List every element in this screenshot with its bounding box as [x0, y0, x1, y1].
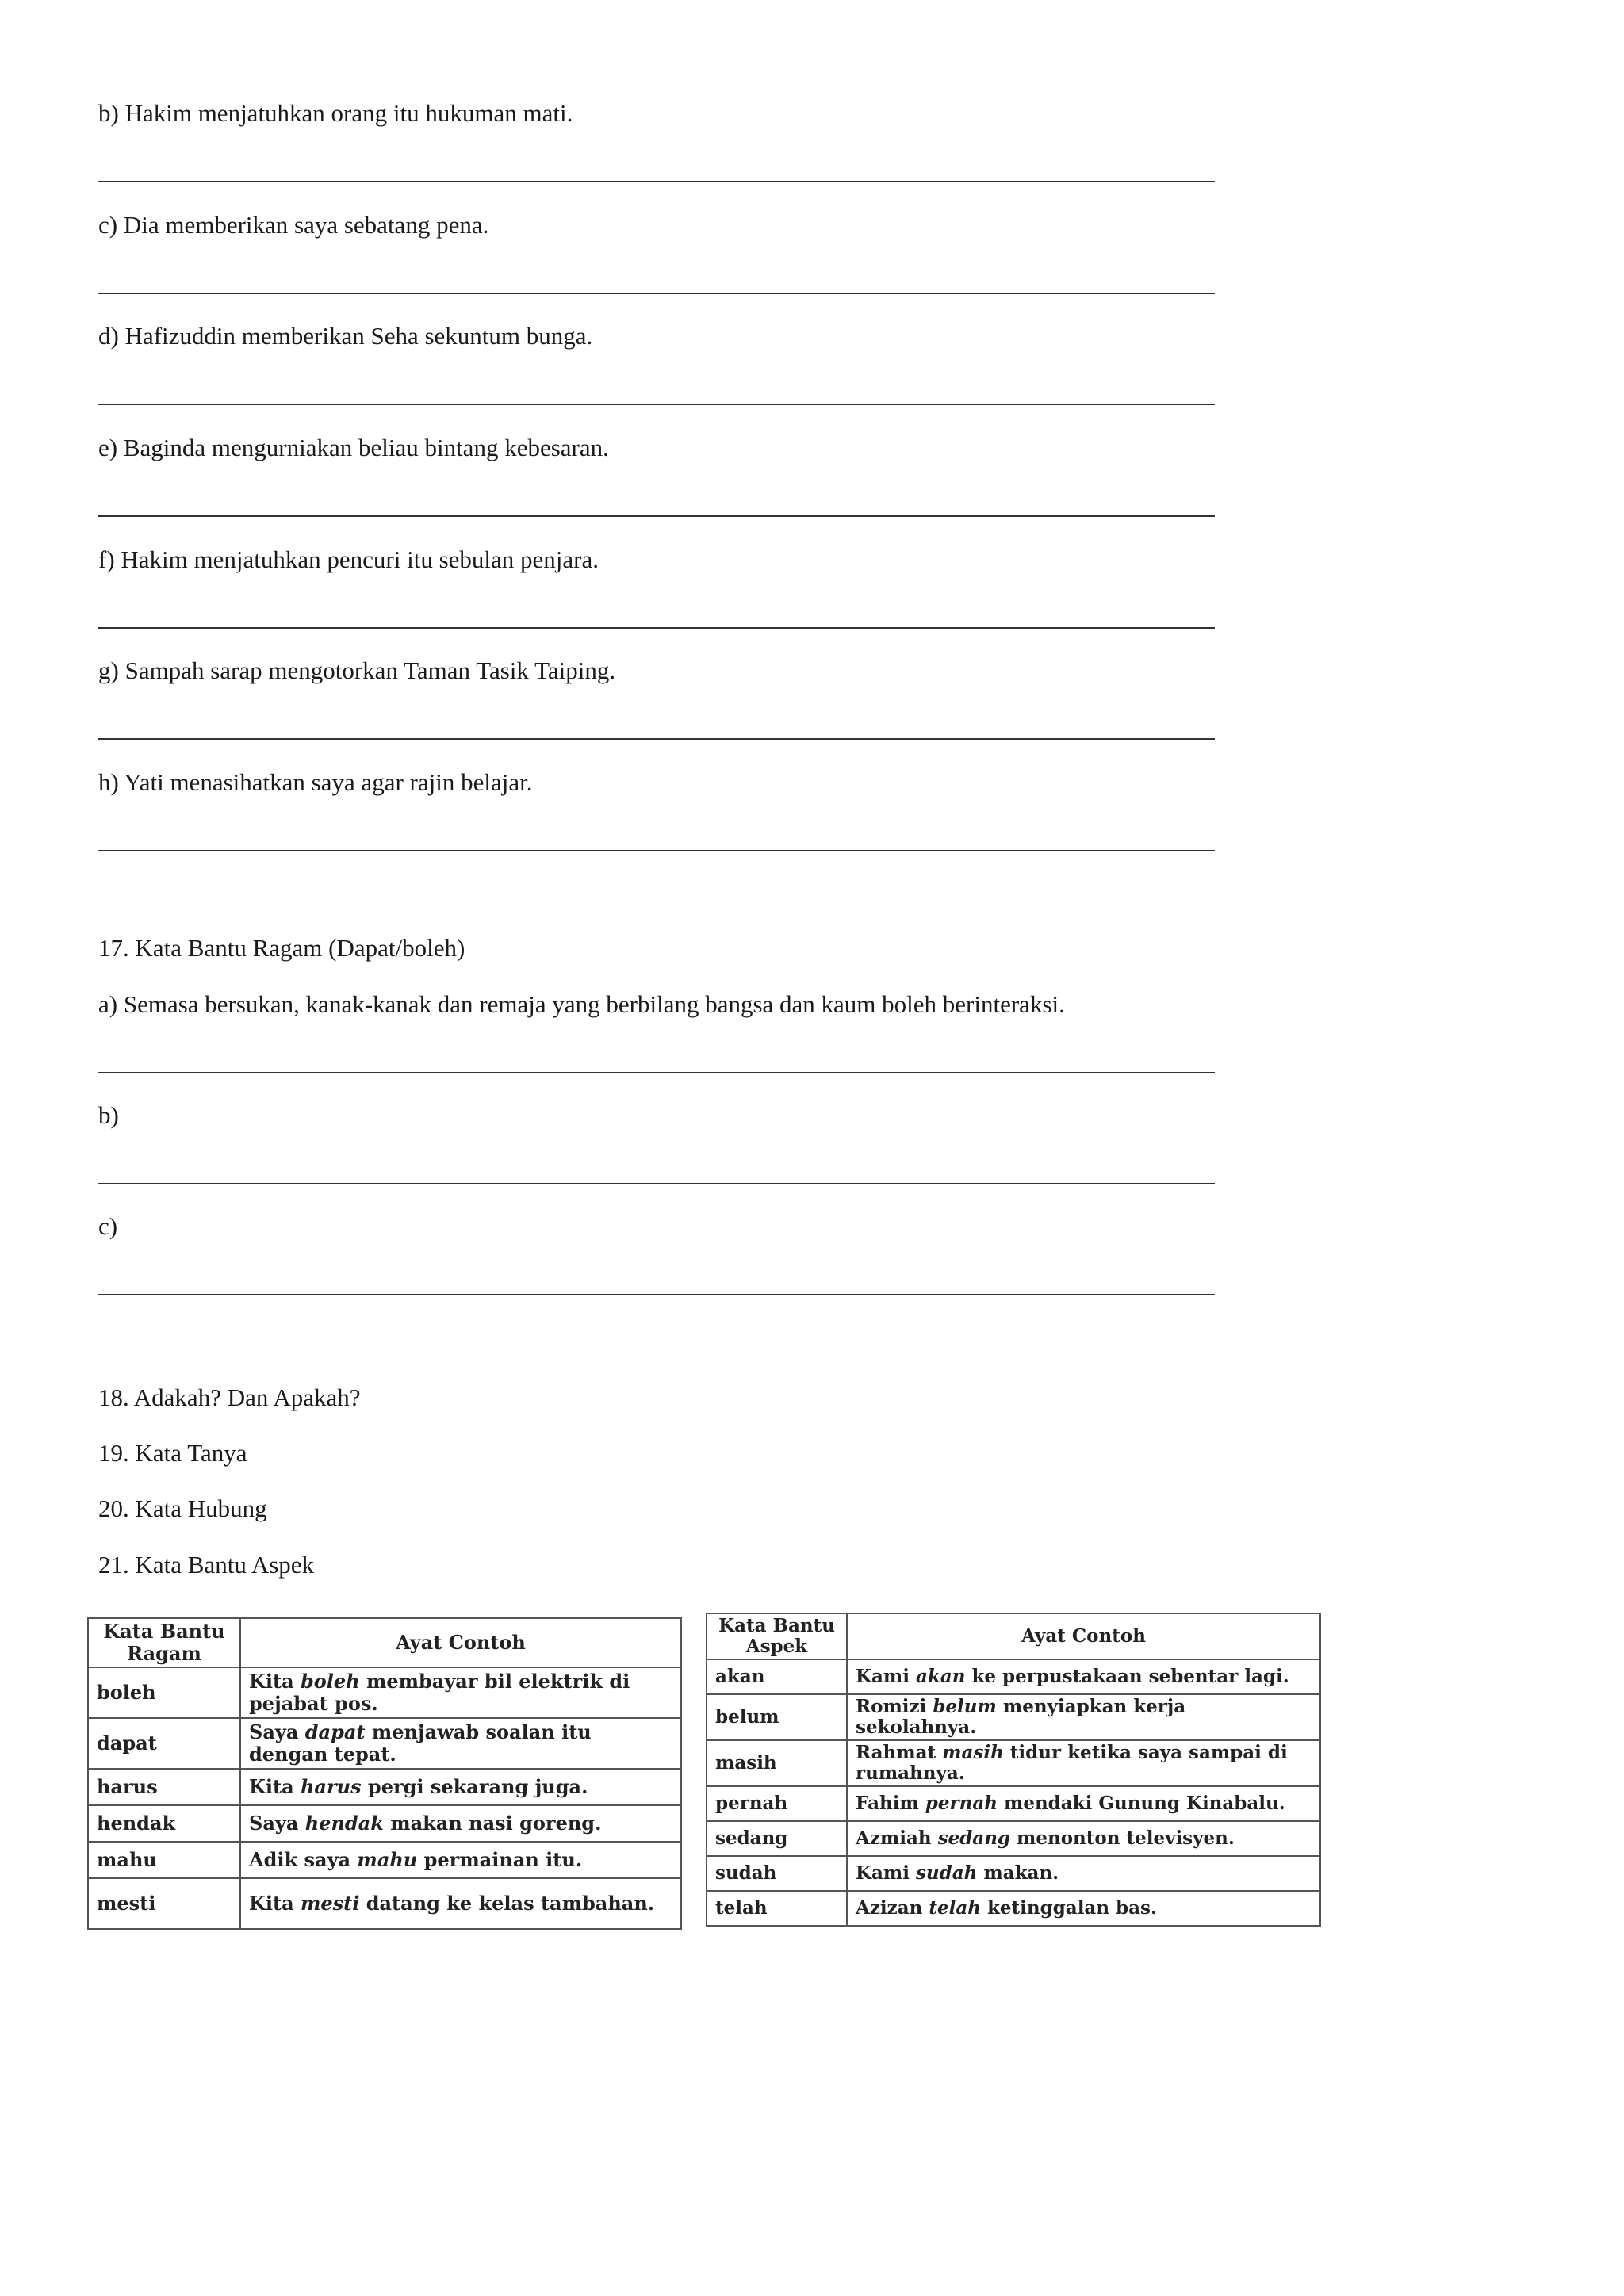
keyword-cell: boleh [88, 1667, 240, 1718]
answer-line-16f[interactable] [98, 627, 1215, 629]
topic-20: 20. Kata Hubung [98, 1494, 267, 1522]
table-row [88, 1718, 681, 1769]
answer-line-16d[interactable] [98, 404, 1215, 405]
keyword-cell: masih [707, 1740, 847, 1786]
answer-line-16g[interactable] [98, 738, 1215, 740]
example-cell: Kami akan ke perpustakaan sebentar lagi. [847, 1659, 1320, 1694]
keyword-cell: hendak [88, 1805, 240, 1842]
exercise-16e: e) Baginda mengurniakan beliau bintang kebesaran. [98, 434, 609, 461]
example-cell: Adik saya mahu permainan itu. [240, 1842, 681, 1878]
keyword-cell: mahu [88, 1842, 240, 1878]
table-header-cell: Kata Bantu Aspek [707, 1613, 847, 1659]
topic-19: 19. Kata Tanya [98, 1439, 247, 1467]
answer-line-16b[interactable] [98, 181, 1215, 182]
example-cell: Kita harus pergi sekarang juga. [240, 1769, 681, 1805]
answer-line-16h[interactable] [98, 850, 1215, 851]
table-row [88, 1805, 681, 1842]
table-row [707, 1659, 1320, 1694]
topic-18: 18. Adakah? Dan Apakah? [98, 1383, 361, 1411]
table-header-cell: Kata Bantu Ragam [88, 1618, 240, 1667]
exercise-17b: b) [98, 1101, 119, 1129]
answer-line-17c[interactable] [98, 1294, 1215, 1295]
kata-bantu-ragam-table [87, 1617, 682, 1930]
section-17-heading: 17. Kata Bantu Ragam (Dapat/boleh) [98, 934, 465, 962]
answer-line-16c[interactable] [98, 293, 1215, 294]
example-cell: Fahim pernah mendaki Gunung Kinabalu. [847, 1786, 1320, 1821]
table-row [707, 1821, 1320, 1856]
answer-line-17a[interactable] [98, 1072, 1215, 1073]
example-cell: Saya hendak makan nasi goreng. [240, 1805, 681, 1842]
exercise-16g: g) Sampah sarap mengotorkan Taman Tasik Taiping. [98, 656, 616, 684]
keyword-cell: sudah [707, 1856, 847, 1891]
example-cell: Kita mesti datang ke kelas tambahan. [240, 1878, 681, 1929]
table-row [707, 1786, 1320, 1821]
example-cell: Kita boleh membayar bil elektrik di pejabat pos. [240, 1667, 681, 1718]
table-row [707, 1740, 1320, 1786]
keyword-cell: akan [707, 1659, 847, 1694]
table-row [88, 1769, 681, 1805]
table-row [88, 1667, 681, 1718]
keyword-cell: mesti [88, 1878, 240, 1929]
exercise-16c: c) Dia memberikan saya sebatang pena. [98, 211, 489, 239]
table-header-row [707, 1613, 1320, 1659]
table-header-cell: Ayat Contoh [240, 1618, 681, 1667]
exercise-17c: c) [98, 1212, 118, 1240]
keyword-cell: pernah [707, 1786, 847, 1821]
exercise-16b: b) Hakim menjatuhkan orang itu hukuman mati. [98, 99, 573, 127]
answer-line-16e[interactable] [98, 515, 1215, 517]
table-row [88, 1842, 681, 1878]
table-header-row [88, 1618, 681, 1667]
table-row [88, 1878, 681, 1929]
example-cell: Saya dapat menjawab soalan itu dengan tepat. [240, 1718, 681, 1769]
keyword-cell: telah [707, 1891, 847, 1926]
example-cell: Rahmat masih tidur ketika saya sampai di rumahnya. [847, 1740, 1320, 1786]
example-cell: Azizan telah ketinggalan bas. [847, 1891, 1320, 1926]
example-cell: Azmiah sedang menonton televisyen. [847, 1821, 1320, 1856]
exercise-16f: f) Hakim menjatuhkan pencuri itu sebulan penjara. [98, 545, 599, 573]
exercise-16h: h) Yati menasihatkan saya agar rajin belajar. [98, 768, 533, 796]
exercise-17a: a) Semasa bersukan, kanak-kanak dan remaja yang berbilang bangsa dan kaum boleh berinteraksi. [98, 990, 1065, 1018]
table-row [707, 1694, 1320, 1740]
answer-line-17b[interactable] [98, 1183, 1215, 1184]
table-header-cell: Ayat Contoh [847, 1613, 1320, 1659]
example-cell: Kami sudah makan. [847, 1856, 1320, 1891]
keyword-cell: belum [707, 1694, 847, 1740]
example-cell: Romizi belum menyiapkan kerja sekolahnya. [847, 1694, 1320, 1740]
keyword-cell: sedang [707, 1821, 847, 1856]
exercise-16d: d) Hafizuddin memberikan Seha sekuntum bunga. [98, 322, 593, 350]
table-row [707, 1891, 1320, 1926]
table-row [707, 1856, 1320, 1891]
keyword-cell: dapat [88, 1718, 240, 1769]
kata-bantu-aspek-table [706, 1613, 1321, 1927]
topic-21: 21. Kata Bantu Aspek [98, 1551, 315, 1578]
keyword-cell: harus [88, 1769, 240, 1805]
